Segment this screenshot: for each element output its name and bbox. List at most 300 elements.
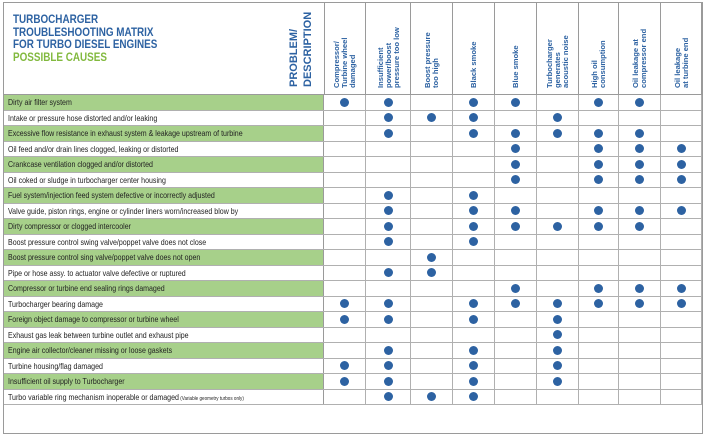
cause-dot-icon xyxy=(340,315,349,324)
cause-dot-icon xyxy=(384,361,393,370)
cause-text: Valve guide, piston rings, engine or cylinder liners worn/increased blow by xyxy=(8,205,239,216)
column-header xyxy=(579,3,619,94)
matrix-cell xyxy=(619,173,661,188)
cause-dot-icon xyxy=(511,129,520,138)
title-line-3: FOR TURBO DIESEL ENGINES xyxy=(13,39,158,51)
matrix-cell xyxy=(411,188,453,203)
matrix-cell xyxy=(537,374,579,389)
cause-dot-icon xyxy=(553,129,562,138)
table-row xyxy=(4,281,702,297)
table-row xyxy=(4,359,702,375)
cause-dot-icon xyxy=(677,144,686,153)
matrix-cell xyxy=(453,173,495,188)
matrix-cell xyxy=(324,142,366,157)
matrix-cell xyxy=(324,126,366,141)
matrix-cell xyxy=(619,328,661,343)
matrix-cell xyxy=(619,281,661,296)
matrix-cell xyxy=(411,297,453,312)
cause-text-wrap xyxy=(8,250,200,265)
column-header-line: Insufficient xyxy=(375,47,385,88)
matrix-cell xyxy=(411,157,453,172)
matrix-cell xyxy=(537,359,579,374)
matrix-cell xyxy=(366,312,411,327)
table-row xyxy=(4,126,702,142)
cause-text: Dirty air filter system xyxy=(8,97,72,107)
column-header-line: compressor end xyxy=(639,28,648,88)
matrix-cell xyxy=(366,142,411,157)
matrix-cell xyxy=(579,374,619,389)
cause-dot-icon xyxy=(594,175,603,184)
matrix-cell xyxy=(411,204,453,219)
matrix-cell xyxy=(579,390,619,405)
matrix-cell xyxy=(579,173,619,188)
matrix-cell xyxy=(619,126,661,141)
matrix-cell xyxy=(366,266,411,281)
cause-description xyxy=(4,250,324,265)
matrix-cell xyxy=(579,142,619,157)
matrix-cell xyxy=(324,343,366,358)
matrix-cell xyxy=(537,312,579,327)
matrix-cell xyxy=(453,328,495,343)
matrix-cell xyxy=(619,266,661,281)
matrix-cell xyxy=(661,204,702,219)
cause-text: Boost pressure control sing valve/poppet valve does not open xyxy=(8,252,201,262)
column-header-line: acoustic noise xyxy=(561,35,570,88)
table-row xyxy=(4,250,702,266)
matrix-cell xyxy=(495,188,537,203)
matrix-cell xyxy=(661,297,702,312)
cause-dot-icon xyxy=(553,346,562,355)
matrix-cell xyxy=(453,111,495,126)
cause-text-wrap xyxy=(8,126,243,141)
cause-text-wrap xyxy=(8,157,153,172)
matrix-cell xyxy=(537,219,579,234)
column-header-line: at turbine end xyxy=(680,37,690,88)
table-row xyxy=(4,219,702,235)
matrix-cell xyxy=(661,343,702,358)
cause-text: Intake or pressure hose distorted and/or leaking xyxy=(8,112,158,123)
matrix-cell xyxy=(537,95,579,110)
matrix-cell xyxy=(324,235,366,250)
matrix-cell xyxy=(495,173,537,188)
cause-text-wrap xyxy=(8,359,103,374)
cause-dot-icon xyxy=(635,206,644,215)
column-header-line: Turbocharger xyxy=(545,39,554,88)
matrix-cell xyxy=(619,343,661,358)
cause-dot-icon xyxy=(635,299,644,308)
matrix-cell xyxy=(366,281,411,296)
matrix-cell xyxy=(453,281,495,296)
column-header-line: Oil leakage xyxy=(672,47,682,88)
cause-dot-icon xyxy=(511,144,520,153)
cause-dot-icon xyxy=(594,98,603,107)
matrix-cell xyxy=(579,312,619,327)
column-header xyxy=(619,3,661,94)
matrix-cell xyxy=(411,250,453,265)
cause-text: Foreign object damage to compressor or turbine wheel xyxy=(8,314,179,324)
cause-dot-icon xyxy=(677,160,686,169)
cause-description xyxy=(4,188,324,203)
matrix-cell xyxy=(579,111,619,126)
table-row xyxy=(4,204,702,220)
cause-text: Engine air collector/cleaner missing or loose gaskets xyxy=(8,345,173,355)
matrix-cell xyxy=(366,250,411,265)
cause-dot-icon xyxy=(384,222,393,231)
cause-text-wrap xyxy=(8,142,178,157)
matrix-cell xyxy=(453,250,495,265)
cause-dot-icon xyxy=(469,129,478,138)
cause-description xyxy=(4,95,324,110)
cause-dot-icon xyxy=(594,299,603,308)
cause-dot-icon xyxy=(677,299,686,308)
cause-text-wrap xyxy=(8,266,186,281)
matrix-cell xyxy=(661,111,702,126)
matrix-cell xyxy=(661,95,702,110)
cause-dot-icon xyxy=(384,129,393,138)
matrix-cell xyxy=(619,235,661,250)
cause-dot-icon xyxy=(677,206,686,215)
matrix-cell xyxy=(324,188,366,203)
matrix-cell xyxy=(619,312,661,327)
cause-dot-icon xyxy=(677,284,686,293)
cause-dot-icon xyxy=(384,113,393,122)
cause-description xyxy=(4,219,324,234)
cause-description xyxy=(4,173,324,188)
matrix-cell xyxy=(537,390,579,405)
cause-text: Oil coked or sludge in turbocharger center housing xyxy=(8,174,166,185)
cause-dot-icon xyxy=(635,98,644,107)
cause-dot-icon xyxy=(384,268,393,277)
cause-text-wrap xyxy=(8,235,206,250)
matrix-cell xyxy=(619,157,661,172)
matrix-cell xyxy=(661,390,702,405)
matrix-cell xyxy=(324,281,366,296)
cause-text-wrap xyxy=(8,297,103,312)
matrix-cell xyxy=(411,312,453,327)
matrix-cell xyxy=(324,95,366,110)
cause-dot-icon xyxy=(469,315,478,324)
matrix-cell xyxy=(579,95,619,110)
problem-description-label xyxy=(276,11,320,89)
matrix-cell xyxy=(537,157,579,172)
matrix-cell xyxy=(366,297,411,312)
matrix-cell xyxy=(661,173,702,188)
matrix-cell xyxy=(411,219,453,234)
cause-dot-icon xyxy=(469,299,478,308)
matrix-cell xyxy=(537,204,579,219)
cause-description xyxy=(4,312,324,327)
table-row xyxy=(4,188,702,204)
matrix-cell xyxy=(537,328,579,343)
cause-dot-icon xyxy=(594,160,603,169)
matrix-cell xyxy=(366,173,411,188)
cause-note: (Variable geometry turbos only) xyxy=(178,395,244,402)
matrix-cell xyxy=(324,111,366,126)
matrix-cell xyxy=(453,374,495,389)
matrix-cell xyxy=(495,111,537,126)
column-header xyxy=(453,3,495,94)
matrix-cell xyxy=(579,343,619,358)
column-header xyxy=(661,3,702,94)
column-header xyxy=(366,3,411,94)
matrix-cell xyxy=(537,266,579,281)
cause-dot-icon xyxy=(553,361,562,370)
matrix-cell xyxy=(661,126,702,141)
cause-dot-icon xyxy=(384,191,393,200)
cause-dot-icon xyxy=(511,98,520,107)
cause-dot-icon xyxy=(469,377,478,386)
matrix-cell xyxy=(495,157,537,172)
cause-dot-icon xyxy=(594,206,603,215)
matrix-cell xyxy=(366,374,411,389)
cause-text-wrap xyxy=(8,374,125,389)
matrix-cell xyxy=(495,297,537,312)
matrix-cell xyxy=(537,126,579,141)
cause-dot-icon xyxy=(469,346,478,355)
matrix-cell xyxy=(411,235,453,250)
cause-dot-icon xyxy=(511,299,520,308)
matrix-cell xyxy=(411,343,453,358)
matrix-cell xyxy=(366,343,411,358)
troubleshooting-matrix xyxy=(3,2,703,434)
cause-description xyxy=(4,328,324,343)
matrix-cell xyxy=(495,126,537,141)
matrix-cell xyxy=(495,235,537,250)
cause-dot-icon xyxy=(384,377,393,386)
problem-label-line-1: PROBLEM/ xyxy=(288,28,300,87)
matrix-cell xyxy=(411,95,453,110)
cause-text: Insufficient oil supply to Turbocharger xyxy=(8,376,125,386)
cause-dot-icon xyxy=(511,222,520,231)
cause-description xyxy=(4,142,324,157)
cause-dot-icon xyxy=(384,206,393,215)
matrix-cell xyxy=(495,343,537,358)
cause-text: Excessive flow resistance in exhaust system & leakage upstream of turbine xyxy=(8,128,243,138)
matrix-cell xyxy=(537,235,579,250)
subtitle: POSSIBLE CAUSES xyxy=(13,51,107,64)
column-header-line: Blue smoke xyxy=(511,45,520,88)
cause-description xyxy=(4,343,324,358)
matrix-cell xyxy=(324,250,366,265)
cause-dot-icon xyxy=(469,113,478,122)
cause-text: Dirty compressor or clogged intercooler xyxy=(8,221,131,231)
cause-description xyxy=(4,204,324,219)
table-row xyxy=(4,374,702,390)
cause-dot-icon xyxy=(511,160,520,169)
matrix-cell xyxy=(495,250,537,265)
cause-dot-icon xyxy=(553,315,562,324)
cause-dot-icon xyxy=(511,206,520,215)
cause-text: Turbo variable ring mechanism inoperable or damaged xyxy=(8,391,179,402)
matrix-cell xyxy=(411,142,453,157)
cause-description xyxy=(4,359,324,374)
matrix-cell xyxy=(579,297,619,312)
matrix-cell xyxy=(366,126,411,141)
cause-dot-icon xyxy=(384,237,393,246)
matrix-cell xyxy=(661,235,702,250)
column-header-line: consumption xyxy=(598,40,607,88)
table-row xyxy=(4,266,702,282)
cause-text: Turbocharger bearing damage xyxy=(8,298,103,309)
matrix-cell xyxy=(453,343,495,358)
matrix-cell xyxy=(411,328,453,343)
matrix-cell xyxy=(537,111,579,126)
cause-dot-icon xyxy=(469,361,478,370)
matrix-cell xyxy=(537,343,579,358)
column-header-line: Oil leakage at xyxy=(631,39,640,88)
cause-dot-icon xyxy=(469,206,478,215)
matrix-cell xyxy=(324,359,366,374)
matrix-cell xyxy=(579,126,619,141)
matrix-cell xyxy=(661,312,702,327)
matrix-cell xyxy=(411,111,453,126)
matrix-cell xyxy=(537,142,579,157)
cause-dot-icon xyxy=(469,191,478,200)
cause-description xyxy=(4,157,324,172)
matrix-cell xyxy=(619,374,661,389)
matrix-cell xyxy=(366,219,411,234)
cause-dot-icon xyxy=(635,160,644,169)
table-row xyxy=(4,142,702,158)
matrix-cell xyxy=(366,359,411,374)
matrix-cell xyxy=(453,157,495,172)
cause-dot-icon xyxy=(384,392,393,401)
cause-description xyxy=(4,390,324,405)
matrix-cell xyxy=(495,374,537,389)
cause-dot-icon xyxy=(384,299,393,308)
cause-dot-icon xyxy=(635,222,644,231)
cause-dot-icon xyxy=(594,129,603,138)
matrix-cell xyxy=(411,126,453,141)
matrix-cell xyxy=(453,297,495,312)
matrix-cell xyxy=(661,157,702,172)
cause-text-wrap xyxy=(8,328,189,343)
matrix-cell xyxy=(366,390,411,405)
cause-text: Fuel system/injection feed system defective or incorrectly adjusted xyxy=(8,190,215,200)
cause-text: Turbine housing/flag damaged xyxy=(8,360,103,371)
cause-text-wrap xyxy=(8,95,72,110)
matrix-cell xyxy=(661,266,702,281)
cause-dot-icon xyxy=(635,144,644,153)
cause-dot-icon xyxy=(427,253,436,262)
matrix-cell xyxy=(579,204,619,219)
cause-description xyxy=(4,126,324,141)
column-header-line: Compressor/ xyxy=(332,41,341,88)
matrix-cell xyxy=(579,219,619,234)
matrix-cell xyxy=(579,235,619,250)
matrix-cell xyxy=(495,312,537,327)
matrix-cell xyxy=(661,188,702,203)
cause-text: Crankcase ventilation clogged and/or distorted xyxy=(8,159,153,169)
cause-text-wrap xyxy=(8,188,215,203)
matrix-cell xyxy=(661,250,702,265)
cause-text-wrap xyxy=(8,204,238,219)
matrix-cell xyxy=(661,328,702,343)
matrix-cell xyxy=(411,266,453,281)
cause-text: Boost pressure control swing valve/poppet valve does not close xyxy=(8,236,207,247)
column-header-line: too high xyxy=(431,58,440,88)
column-header xyxy=(537,3,579,94)
matrix-cell xyxy=(495,281,537,296)
matrix-cell xyxy=(619,142,661,157)
column-header-line: Turbine wheel xyxy=(340,37,349,88)
problem-label-line-2: DESCRIPTION xyxy=(302,11,314,87)
matrix-cell xyxy=(324,204,366,219)
cause-dot-icon xyxy=(340,98,349,107)
matrix-cell xyxy=(324,328,366,343)
cause-dot-icon xyxy=(553,113,562,122)
column-header xyxy=(411,3,453,94)
title-line-2: TROUBLESHOOTING MATRIX xyxy=(13,26,154,39)
matrix-cell xyxy=(579,188,619,203)
cause-dot-icon xyxy=(594,284,603,293)
matrix-cell xyxy=(495,266,537,281)
cause-dot-icon xyxy=(594,144,603,153)
matrix-cell xyxy=(495,204,537,219)
cause-description xyxy=(4,235,324,250)
matrix-cell xyxy=(619,204,661,219)
title-block xyxy=(4,3,325,94)
matrix-cell xyxy=(537,281,579,296)
table-row xyxy=(4,312,702,328)
cause-description xyxy=(4,297,324,312)
matrix-cell xyxy=(495,95,537,110)
cause-description xyxy=(4,374,324,389)
cause-dot-icon xyxy=(553,222,562,231)
matrix-cell xyxy=(366,188,411,203)
cause-text: Exhaust gas leak between turbine outlet and exhaust pipe xyxy=(8,329,189,340)
matrix-cell xyxy=(537,297,579,312)
column-header xyxy=(324,3,366,94)
matrix-cell xyxy=(579,359,619,374)
cause-text-wrap xyxy=(8,111,157,126)
matrix-cell xyxy=(324,374,366,389)
matrix-cell xyxy=(661,142,702,157)
column-header xyxy=(495,3,537,94)
cause-text-wrap xyxy=(8,281,165,296)
column-header-line: damaged xyxy=(348,54,357,88)
cause-dot-icon xyxy=(553,299,562,308)
matrix-cell xyxy=(453,266,495,281)
matrix-cell xyxy=(324,297,366,312)
matrix-cell xyxy=(495,142,537,157)
matrix-cell xyxy=(579,157,619,172)
table-row xyxy=(4,297,702,313)
cause-text-wrap xyxy=(8,312,179,327)
matrix-cell xyxy=(366,204,411,219)
matrix-cell xyxy=(661,281,702,296)
matrix-cell xyxy=(453,359,495,374)
cause-dot-icon xyxy=(469,392,478,401)
table-row xyxy=(4,95,702,111)
matrix-cell xyxy=(324,266,366,281)
matrix-cell xyxy=(661,374,702,389)
cause-dot-icon xyxy=(511,175,520,184)
cause-dot-icon xyxy=(427,268,436,277)
cause-description xyxy=(4,266,324,281)
matrix-cell xyxy=(453,219,495,234)
cause-text-wrap xyxy=(8,390,244,405)
matrix-cell xyxy=(619,188,661,203)
column-header-line: Black smoke xyxy=(469,41,478,88)
table-row xyxy=(4,390,702,406)
matrix-cell xyxy=(453,126,495,141)
matrix-cell xyxy=(366,328,411,343)
cause-dot-icon xyxy=(511,284,520,293)
cause-dot-icon xyxy=(594,222,603,231)
matrix-cell xyxy=(495,219,537,234)
cause-text-wrap xyxy=(8,343,172,358)
